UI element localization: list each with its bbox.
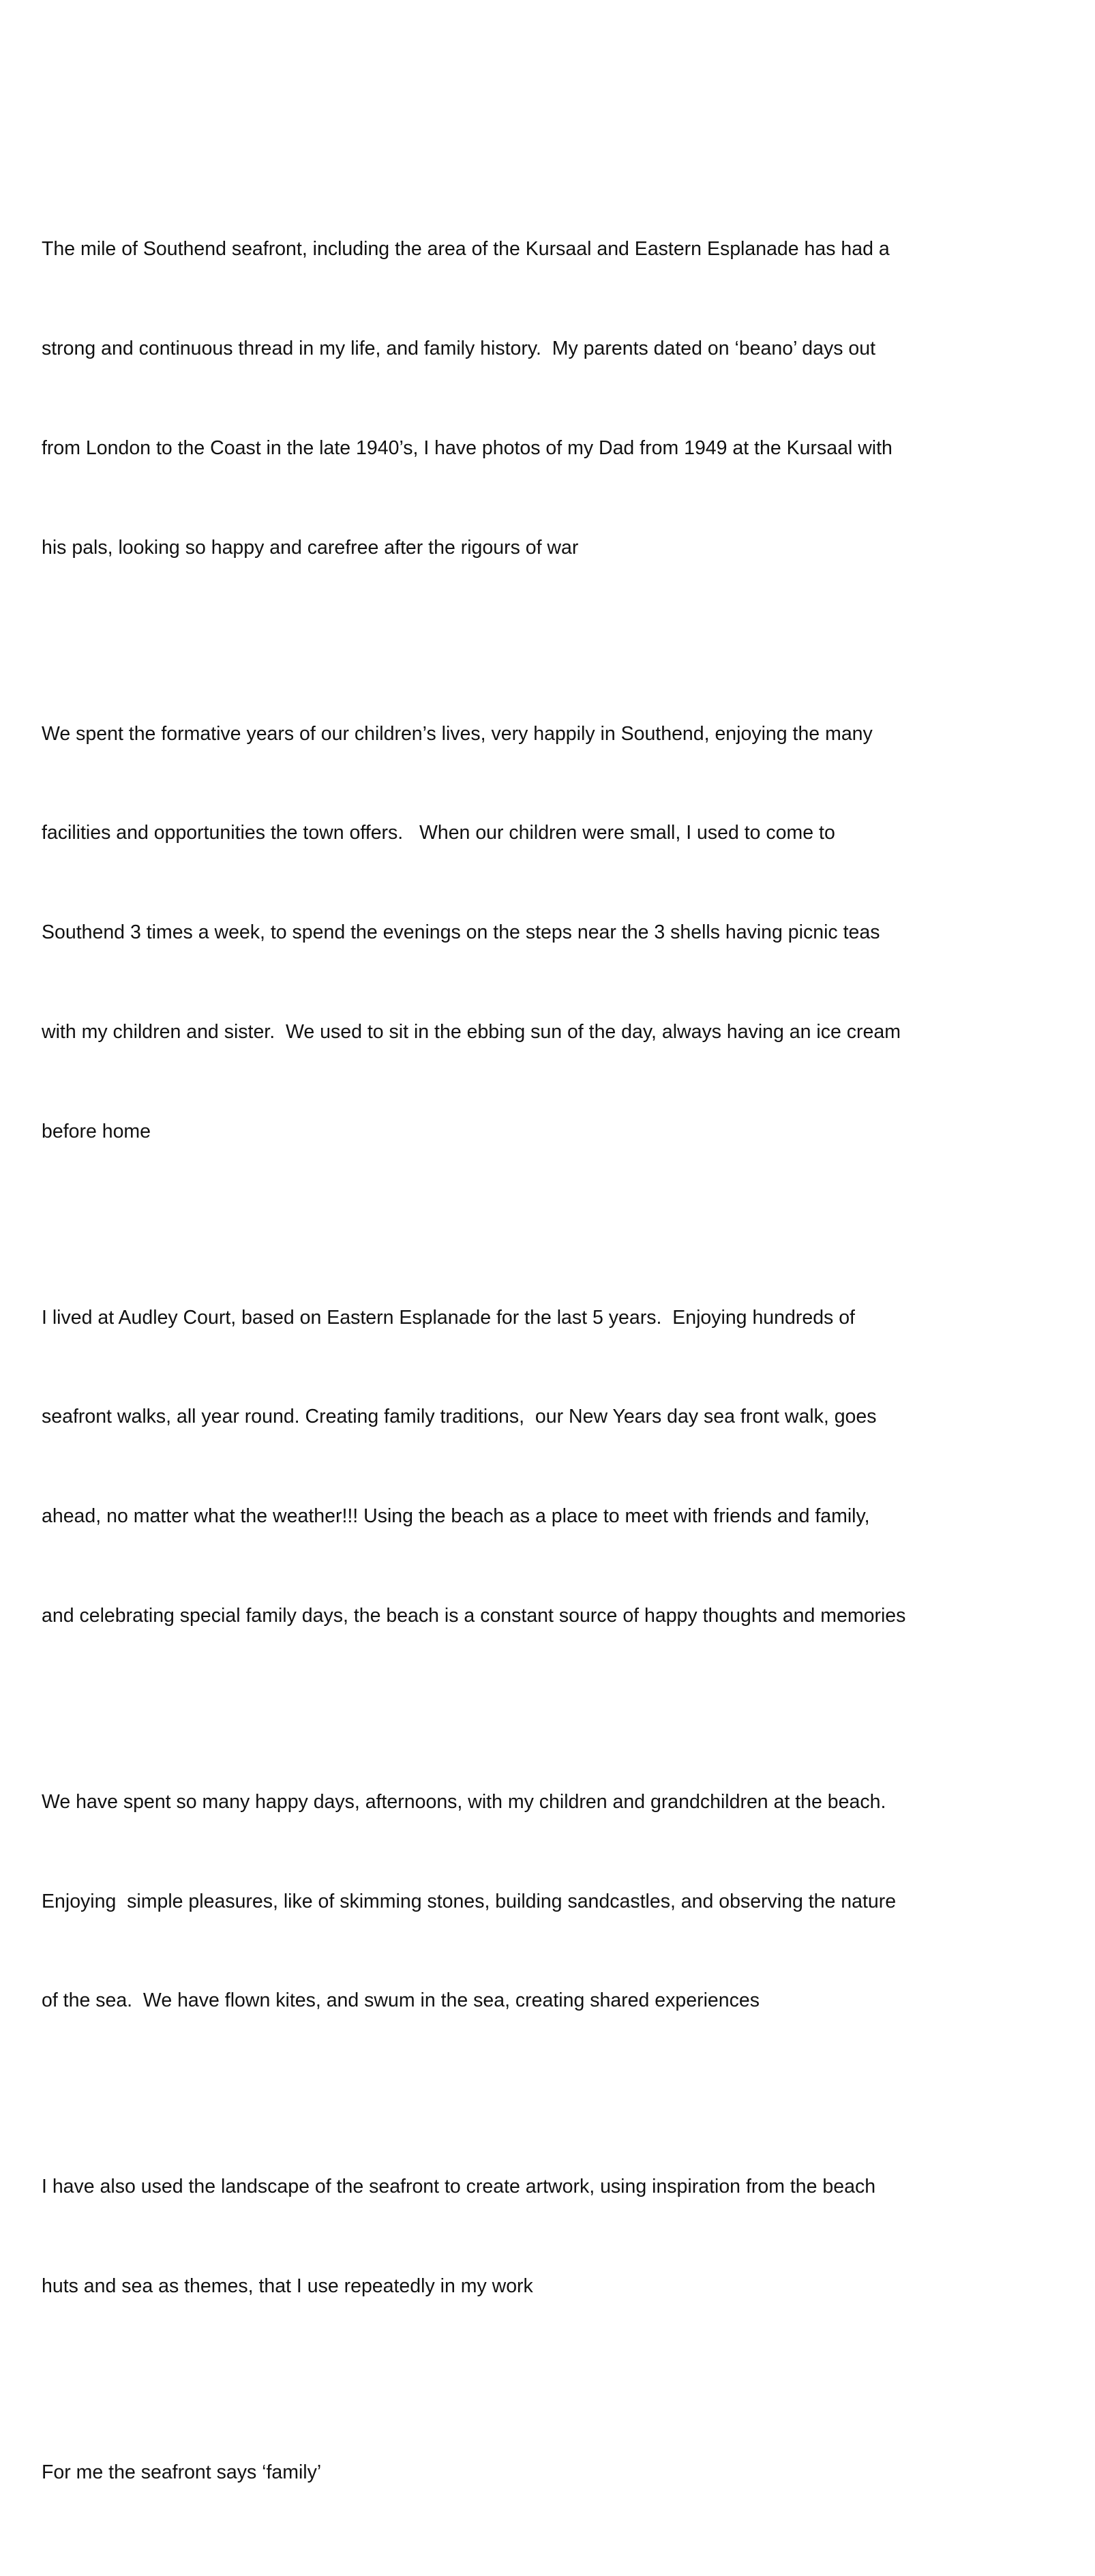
text-line: We spent the formative years of our children’s lives, very happily in Southend, enjoying the many [42, 722, 873, 745]
paragraph-1 [42, 166, 1051, 630]
text-line: I have also used the landscape of the seafront to create artwork, using inspiration from the beach [42, 2176, 876, 2198]
text-line: strong and continuous thread in my life, and family history. My parents dated on ‘beano’ days out [42, 337, 876, 359]
paragraph-4 [42, 1719, 1051, 2084]
text-line: from London to the Coast in the late 1940’s, I have photos of my Dad from 1949 at the Kursaal with [42, 436, 892, 459]
text-line: before home [42, 1120, 151, 1142]
paragraph-5 [42, 2104, 1051, 2369]
text-line: huts and sea as themes, that I use repeatedly in my work [42, 2275, 533, 2298]
text-line: Enjoying simple pleasures, like of skimming stones, building sandcastles, and observing the nature [42, 1890, 897, 1912]
text-line: facilities and opportunities the town offers. When our children were small, I used to come to [42, 822, 835, 844]
paragraph-6 [42, 2390, 1051, 2556]
paragraph-3 [42, 1234, 1051, 1698]
text-line: The mile of Southend seafront, including the area of the Kursaal and Eastern Esplanade has had a [42, 238, 890, 261]
text-line: I lived at Audley Court, based on Eastern Esplanade for the last 5 years. Enjoying hundreds of [42, 1306, 855, 1329]
text-line: Southend 3 times a week, to spend the evenings on the steps near the 3 shells having picnic teas [42, 921, 880, 944]
text-line: We have spent so many happy days, afternoons, with my children and grandchildren at the beach. [42, 1790, 886, 1813]
text-line: and celebrating special family days, the beach is a constant source of happy thoughts and memories [42, 1604, 906, 1627]
text-line: his pals, looking so happy and carefree after the rigours of war [42, 536, 579, 559]
text-line: seafront walks, all year round. Creating family traditions, our New Years day sea front walk, goes [42, 1406, 877, 1428]
text-line: For me the seafront says ‘family’ [42, 2461, 322, 2484]
text-line: ahead, no matter what the weather!!! Using the beach as a place to meet with friends and family, [42, 1505, 870, 1528]
paragraph-2 [42, 651, 1051, 1214]
text-line: of the sea. We have flown kites, and swum in the sea, creating shared experiences [42, 1989, 760, 2012]
text-line: with my children and sister. We used to sit in the ebbing sun of the day, always having an ice cream [42, 1020, 901, 1043]
document-body [42, 166, 1051, 2576]
